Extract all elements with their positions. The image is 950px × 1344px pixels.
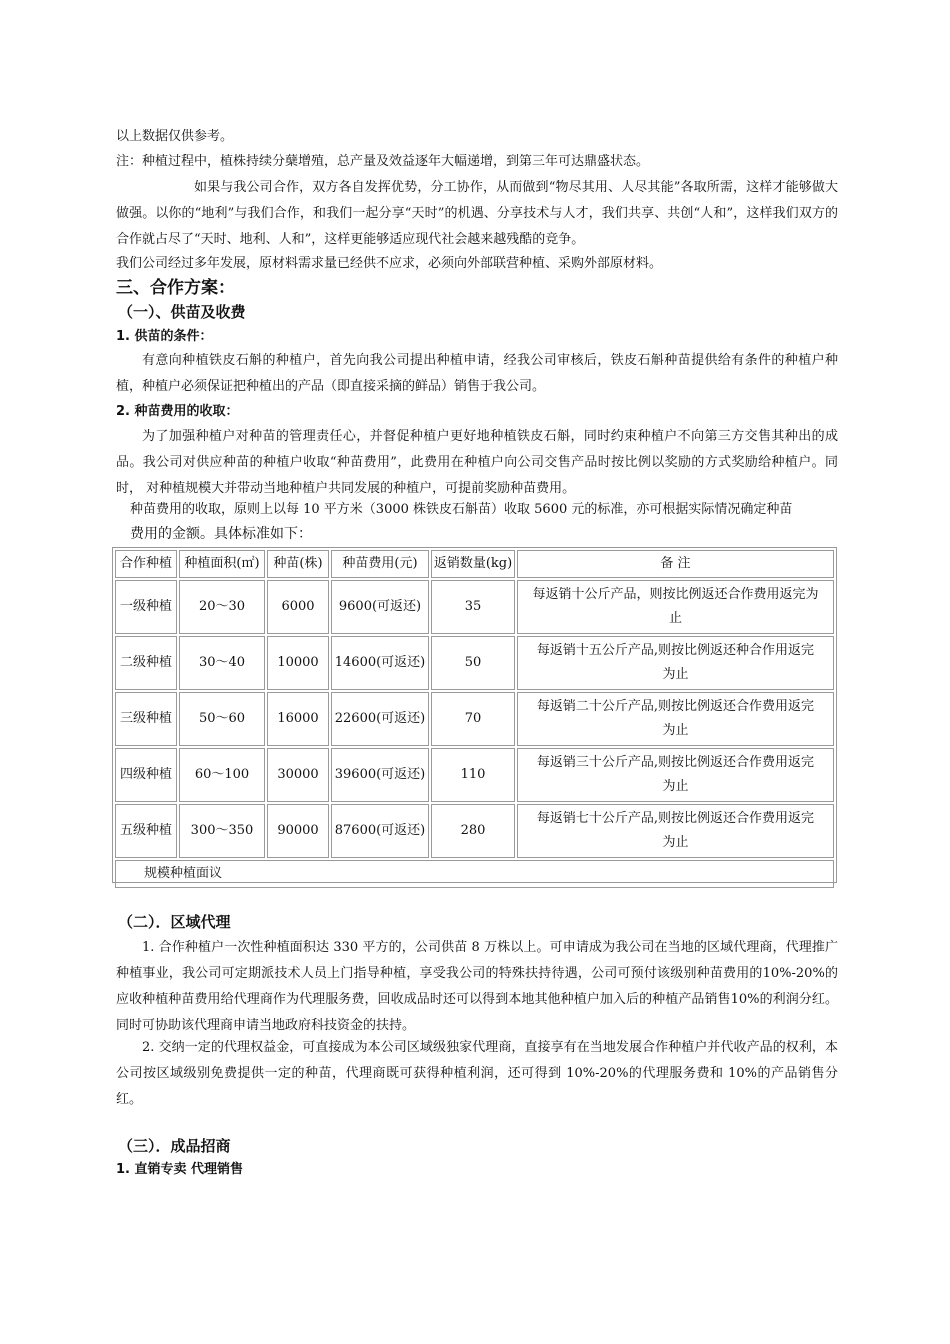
table-cell: 五级种植 xyxy=(115,804,177,858)
table-row xyxy=(115,692,834,746)
table-cell: 每返销七十公斤产品,则按比例返还合作费用返完为止 xyxy=(517,804,834,858)
table-cell: 50～60 xyxy=(179,692,265,746)
table-cell: 9600(可返还) xyxy=(331,580,429,634)
table-cell: 6000 xyxy=(267,580,329,634)
header-cell: 种苗(株) xyxy=(267,550,329,578)
regional-agency-paragraph-1: 1. 合作种植户一次性种植面积达 330 平方的，公司供苗 8 万株以上。可申请成为我公司在当地的区域代理商，代理推广种植事业，我公司可定期派技术人员上门指导种植，享受我公司的特殊扶持待遇，公司可预付该级别种苗费用的10%-20%的应收种植种苗费用给代理商作为代理服务费，回收成品时还可以得到本地其他种植户加入后的种植产品销售10%的利润分红。同时可协助该代理商申请当地政府科技资金的扶持。 xyxy=(116,940,838,1033)
header-cell: 备 注 xyxy=(517,550,834,578)
header-cell: 种苗费用(元) xyxy=(331,550,429,578)
table-row xyxy=(115,748,834,802)
subsection-title-product-investment: （三）．成品招商 xyxy=(118,1137,231,1155)
table-cell: 每返销十五公斤产品,则按比例返还种合作用返完为止 xyxy=(517,636,834,690)
table-row xyxy=(115,804,834,858)
section-title-cooperation-plan: 三、合作方案： xyxy=(116,278,235,298)
fee-standard-line: 种苗费用的收取，原则上以每 10 平方米（3000 株铁皮石斛苗）收取 5600 元的标准，亦可根据实际情况确定种苗 xyxy=(130,502,793,517)
table-cell: 50 xyxy=(431,636,515,690)
table-cell: 30～40 xyxy=(179,636,265,690)
table-cell: 30000 xyxy=(267,748,329,802)
table-cell: 20～30 xyxy=(179,580,265,634)
supply-conditions-text: 有意向种植铁皮石斛的种植户，首先向我公司提出种植申请，经我公司审核后，铁皮石斛种苗提供给有条件的种植户种植，种植户必须保证把种植出的产品（即直接采摘的鲜品）销售于我公司。 xyxy=(116,353,838,394)
table-cell: 14600(可返还) xyxy=(331,636,429,690)
table-cell: 四级种植 xyxy=(115,748,177,802)
table-cell: 每返销三十公斤产品,则按比例返还合作费用返完为止 xyxy=(517,748,834,802)
item-title-fee-collection: 2. 种苗费用的收取： xyxy=(116,404,239,419)
table-cell: 二级种植 xyxy=(115,636,177,690)
subsection-title-regional-agency: （二）．区域代理 xyxy=(118,913,231,931)
header-cell: 合作种植 xyxy=(115,550,177,578)
data-reference-note: 以上数据仅供参考。 xyxy=(116,129,234,144)
table-footer-note: 规模种植面议 xyxy=(115,860,834,888)
table-cell: 60～100 xyxy=(179,748,265,802)
table-cell: 39600(可返还) xyxy=(331,748,429,802)
table-cell: 280 xyxy=(431,804,515,858)
header-cell: 种植面积(㎡) xyxy=(179,550,265,578)
table-footer-row xyxy=(115,860,834,888)
item-title-direct-sales: 1. 直销专卖 代理销售 xyxy=(116,1162,244,1177)
table-row xyxy=(115,636,834,690)
subsection-title-seedling-fees: （一）、供苗及收费 xyxy=(118,303,246,321)
table-cell: 110 xyxy=(431,748,515,802)
cooperation-paragraph: 如果与我公司合作，双方各自发挥优势，分工协作，从而做到“物尽其用、人尽其能”各取所需，这样才能够做大做强。以你的“地利”与我们合作，和我们一起分享“天时”的机遇、分享技术与人才，我们共享、共创“人和”，这样我们双方的合作就占尽了“天时、地利、人和”，这样更能够适应现代社会越来越残酷的竞争。 xyxy=(116,180,838,247)
table-header-row xyxy=(115,550,834,578)
company-development-line: 我们公司经过多年发展，原材料需求量已经供不应求，必须向外部联营种植、采购外部原材料。 xyxy=(116,256,663,271)
table-cell: 10000 xyxy=(267,636,329,690)
header-cell: 返销数量(kg) xyxy=(431,550,515,578)
table-cell: 三级种植 xyxy=(115,692,177,746)
fee-table xyxy=(112,547,837,883)
fee-standard-line-2: 费用的金额。具体标准如下： xyxy=(130,526,312,542)
table-row xyxy=(115,580,834,634)
table-cell: 一级种植 xyxy=(115,580,177,634)
table-cell: 35 xyxy=(431,580,515,634)
fee-collection-text: 为了加强种植户对种苗的管理责任心，并督促种植户更好地种植铁皮石斛，同时约束种植户不向第三方交售其种出的成品。我公司对供应种苗的种植户收取“种苗费用”，此费用在种植户向公司交售产品时按比例以奖励的方式奖励给种植户。同时， 对种植规模大并带动当地种植户共同发展的种植户，可提前奖励种苗费用。 xyxy=(116,429,838,496)
regional-agency-paragraph-2: 2. 交纳一定的代理权益金，可直接成为本公司区域级独家代理商，直接享有在当地发展合作种植户并代收产品的权利，本公司按区域级别免费提供一定的种苗，代理商既可获得种植利润，还可得到 10%-20%的代理服务费和 10%的产品销售分红。 xyxy=(116,1040,838,1107)
table-cell: 每返销十公斤产品，则按比例返还合作费用返完为止 xyxy=(517,580,834,634)
table-cell: 300～350 xyxy=(179,804,265,858)
table-cell: 16000 xyxy=(267,692,329,746)
table-cell: 70 xyxy=(431,692,515,746)
table-cell: 90000 xyxy=(267,804,329,858)
table-cell: 22600(可返还) xyxy=(331,692,429,746)
table-cell: 87600(可返还) xyxy=(331,804,429,858)
planting-note: 注：种植过程中，植株持续分蘖增殖，总产量及效益逐年大幅递增，到第三年可达鼎盛状态。 xyxy=(116,154,650,169)
item-title-supply-conditions: 1. 供苗的条件： xyxy=(116,329,213,344)
table-cell: 每返销二十公斤产品,则按比例返还合作费用返完为止 xyxy=(517,692,834,746)
